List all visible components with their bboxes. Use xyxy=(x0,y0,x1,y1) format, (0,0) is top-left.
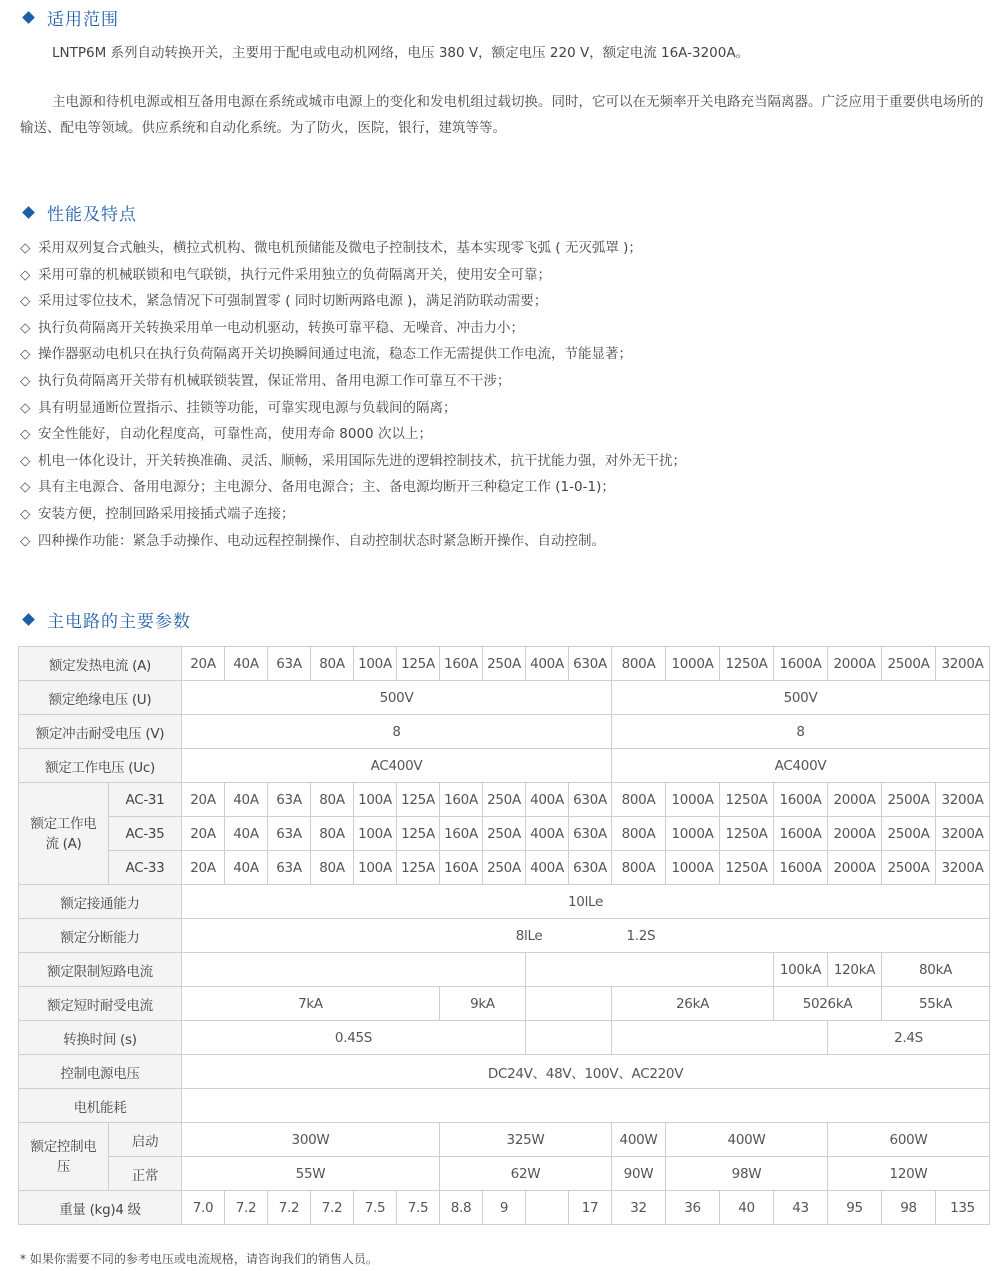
table-cell: 1600A xyxy=(774,817,828,851)
scope-paragraph-1: LNTP6M 系列自动转换开关，主要用于配电或电动机网络，电压 380 V，额定电压 220 V，额定电流 16A-3200A。 xyxy=(52,45,750,61)
table-cell: 100A xyxy=(354,783,397,817)
table-cell: 500V xyxy=(612,681,990,715)
list-item xyxy=(20,368,990,395)
table-cell: 1600A xyxy=(774,647,828,681)
table-cell: 2000A xyxy=(828,647,882,681)
list-item xyxy=(20,421,990,448)
table-row xyxy=(19,647,990,681)
diamond-bullet-icon xyxy=(22,613,35,626)
list-item xyxy=(20,528,990,555)
table-cell: 325W xyxy=(440,1123,612,1157)
sub-label: 正常 xyxy=(109,1157,182,1191)
row-label: 额定绝缘电压 (U) xyxy=(19,681,182,715)
table-cell: 40A xyxy=(225,647,268,681)
table-cell: 7.0 xyxy=(182,1191,225,1225)
list-item xyxy=(20,341,990,368)
table-cell: 55kA xyxy=(882,987,990,1021)
table-row xyxy=(19,1123,990,1157)
row-label: 电机能耗 xyxy=(19,1089,182,1123)
row-label: 转换时间 (s) xyxy=(19,1021,182,1055)
table-cell: 630A xyxy=(569,817,612,851)
table-cell: 400A xyxy=(526,783,569,817)
feature-text: 执行负荷隔离开关带有机械联锁装置，保证常用、备用电源工作可靠互不干涉； xyxy=(38,372,511,389)
table-cell: 40A xyxy=(225,817,268,851)
table-cell: 630A xyxy=(569,783,612,817)
hollow-diamond-icon: ◇ xyxy=(20,240,31,256)
table-cell: 3200A xyxy=(936,647,990,681)
table-cell: 7.2 xyxy=(311,1191,354,1225)
table-cell: 600W xyxy=(828,1123,990,1157)
breaking-capacity-value: 8lLe xyxy=(515,927,543,944)
table-cell: 300W xyxy=(182,1123,440,1157)
table-row xyxy=(19,851,990,885)
hollow-diamond-icon: ◇ xyxy=(20,426,31,443)
row-label: 额定工作电压 (Uc) xyxy=(19,749,182,783)
table-cell: 135 xyxy=(936,1191,990,1225)
table-cell: 160A xyxy=(440,647,483,681)
hollow-diamond-icon: ◇ xyxy=(20,532,31,549)
table-cell: 7.5 xyxy=(354,1191,397,1225)
table-cell: DC24V、48V、100V、AC220V xyxy=(182,1055,990,1089)
diamond-bullet-icon xyxy=(22,11,35,24)
table-row xyxy=(19,817,990,851)
hollow-diamond-icon: ◇ xyxy=(20,452,31,469)
table-cell: 1600A xyxy=(774,783,828,817)
table-cell: 100A xyxy=(354,647,397,681)
table-cell: 40A xyxy=(225,783,268,817)
table-cell: 7.2 xyxy=(268,1191,311,1225)
table-cell: 800A xyxy=(612,647,666,681)
parameters-table xyxy=(18,646,990,1225)
row-label: 额定接通能力 xyxy=(19,885,182,919)
table-cell: 100kA xyxy=(774,953,828,987)
table-cell: 2000A xyxy=(828,851,882,885)
table-row xyxy=(19,1055,990,1089)
table-cell: 400W xyxy=(666,1123,828,1157)
list-item xyxy=(20,235,990,262)
table-cell: 3200A xyxy=(936,817,990,851)
table-cell: 63A xyxy=(268,817,311,851)
list-item xyxy=(20,395,990,422)
feature-text: 采用双列复合式触头，横拉式机构、微电机预储能及微电子控制技术，基本实现零飞弧 ( 无灭弧罩 )； xyxy=(38,240,642,256)
section-title-text: 性能及特点 xyxy=(47,205,137,225)
table-cell: 43 xyxy=(774,1191,828,1225)
table-cell: 26kA xyxy=(612,987,774,1021)
table-cell: 1250A xyxy=(720,647,774,681)
section-title-features xyxy=(22,200,137,225)
table-cell xyxy=(526,987,612,1021)
section-title-text: 适用范围 xyxy=(47,10,119,30)
table-cell: 10lLe xyxy=(182,885,990,919)
table-cell: 2500A xyxy=(882,783,936,817)
table-cell: 630A xyxy=(569,851,612,885)
hollow-diamond-icon: ◇ xyxy=(20,399,31,416)
row-label: 额定限制短路电流 xyxy=(19,953,182,987)
table-cell: 90W xyxy=(612,1157,666,1191)
table-cell: 1250A xyxy=(720,783,774,817)
section-title-params xyxy=(22,607,191,632)
row-label: 额定发热电流 (A) xyxy=(19,647,182,681)
table-row xyxy=(19,885,990,919)
table-cell: 100A xyxy=(354,851,397,885)
table-cell: 2000A xyxy=(828,783,882,817)
table-cell xyxy=(526,1021,612,1055)
table-row xyxy=(19,987,990,1021)
table-cell: 125A xyxy=(397,851,440,885)
feature-text: 具有明显通断位置指示、挂锁等功能，可靠实现电源与负载间的隔离； xyxy=(38,399,457,416)
list-item xyxy=(20,288,990,315)
hollow-diamond-icon: ◇ xyxy=(20,505,31,522)
table-cell: 1600A xyxy=(774,851,828,885)
table-cell: 2500A xyxy=(882,851,936,885)
table-cell: 8 xyxy=(612,715,990,749)
breaking-capacity-time: 1.2S xyxy=(626,927,656,944)
table-cell: 1000A xyxy=(666,851,720,885)
table-cell: 160A xyxy=(440,783,483,817)
sub-label: AC-33 xyxy=(109,851,182,885)
list-item xyxy=(20,474,990,501)
table-cell xyxy=(526,1191,569,1225)
table-cell: 250A xyxy=(483,851,526,885)
table-cell: 400A xyxy=(526,647,569,681)
features-list xyxy=(20,235,990,554)
table-cell: 8 xyxy=(182,715,612,749)
table-cell: 20A xyxy=(182,647,225,681)
sub-label: AC-31 xyxy=(109,783,182,817)
table-cell: 17 xyxy=(569,1191,612,1225)
table-cell: 20A xyxy=(182,851,225,885)
table-row xyxy=(19,953,990,987)
hollow-diamond-icon: ◇ xyxy=(20,346,31,363)
table-cell: 80A xyxy=(311,647,354,681)
table-cell: 7.5 xyxy=(397,1191,440,1225)
table-cell: 63A xyxy=(268,783,311,817)
table-row xyxy=(19,715,990,749)
feature-text: 安装方便，控制回路采用接插式端子连接； xyxy=(38,505,295,522)
table-cell: 2.4S xyxy=(828,1021,990,1055)
table-cell: 400A xyxy=(526,851,569,885)
table-cell: 95 xyxy=(828,1191,882,1225)
table-cell: 120W xyxy=(828,1157,990,1191)
list-item xyxy=(20,448,990,475)
table-cell: 125A xyxy=(397,817,440,851)
row-label: 额定冲击耐受电压 (V) xyxy=(19,715,182,749)
table-cell: 1250A xyxy=(720,817,774,851)
row-label: 控制电源电压 xyxy=(19,1055,182,1089)
table-cell xyxy=(182,1089,990,1123)
table-cell: 7.2 xyxy=(225,1191,268,1225)
table-cell: 0.45S xyxy=(182,1021,526,1055)
table-cell: 400A xyxy=(526,817,569,851)
table-row xyxy=(19,749,990,783)
table-row xyxy=(19,1089,990,1123)
table-cell: 20A xyxy=(182,783,225,817)
sub-label: AC-35 xyxy=(109,817,182,851)
feature-text: 四种操作功能：紧急手动操作、电动远程控制操作、自动控制状态时紧急断开操作、自动控制。 xyxy=(38,532,605,549)
table-cell: 250A xyxy=(483,647,526,681)
table-cell: 160A xyxy=(440,817,483,851)
table-cell: 98 xyxy=(882,1191,936,1225)
footnote: * 如果你需要不同的参考电压或电流规格，请咨询我们的销售人员。 xyxy=(20,1252,378,1266)
table-cell xyxy=(182,953,526,987)
diamond-bullet-icon xyxy=(22,206,35,219)
feature-text: 安全性能好，自动化程度高，可靠性高，使用寿命 8000 次以上； xyxy=(38,426,432,443)
table-row xyxy=(19,1157,990,1191)
table-cell: 500V xyxy=(182,681,612,715)
table-row xyxy=(19,681,990,715)
table-cell: 62W xyxy=(440,1157,612,1191)
list-item xyxy=(20,262,990,289)
table-cell: 40A xyxy=(225,851,268,885)
table-cell: 55W xyxy=(182,1157,440,1191)
hollow-diamond-icon: ◇ xyxy=(20,372,31,389)
row-label: 重量 (kg)4 级 xyxy=(19,1191,182,1225)
row-label: 额定分断能力 xyxy=(19,919,182,953)
table-cell: 2500A xyxy=(882,647,936,681)
table-cell: 800A xyxy=(612,851,666,885)
scope-paragraph-2: 主电源和待机电源或相互备用电源在系统或城市电源上的变化和发电机组过载切换。同时，它可以在无频率开关电路充当隔离器。广泛应用于重要供电场所的输送、配电等领域。供应系统和自动化系统。为了防火，医院，银行，建筑等等。 xyxy=(20,94,984,136)
table-cell: 63A xyxy=(268,851,311,885)
feature-text: 采用可靠的机械联锁和电气联锁，执行元件采用独立的负荷隔离开关，使用安全可靠； xyxy=(38,266,551,283)
table-cell: 40 xyxy=(720,1191,774,1225)
table-cell: 80A xyxy=(311,783,354,817)
table-row xyxy=(19,919,990,953)
table-cell: 32 xyxy=(612,1191,666,1225)
table-cell: 800A xyxy=(612,817,666,851)
table-cell: 250A xyxy=(483,817,526,851)
table-cell: 3200A xyxy=(936,851,990,885)
table-cell: 1000A xyxy=(666,817,720,851)
hollow-diamond-icon: ◇ xyxy=(20,479,31,496)
table-row xyxy=(19,1191,990,1225)
table-row xyxy=(19,783,990,817)
table-cell: AC400V xyxy=(612,749,990,783)
table-cell: 630A xyxy=(569,647,612,681)
table-cell: 3200A xyxy=(936,783,990,817)
table-cell: 36 xyxy=(666,1191,720,1225)
table-cell: AC400V xyxy=(182,749,612,783)
table-cell xyxy=(526,953,774,987)
table-cell: 2500A xyxy=(882,817,936,851)
table-cell: 1000A xyxy=(666,783,720,817)
hollow-diamond-icon: ◇ xyxy=(20,293,31,310)
hollow-diamond-icon: ◇ xyxy=(20,266,31,283)
table-cell: 8.8 xyxy=(440,1191,483,1225)
table-cell: 400W xyxy=(612,1123,666,1157)
table-cell: 98W xyxy=(666,1157,828,1191)
table-cell xyxy=(612,1021,828,1055)
table-cell: 80A xyxy=(311,817,354,851)
feature-text: 具有主电源合、备用电源分；主电源分、备用电源合；主、备电源均断开三种稳定工作 (1-0-1)； xyxy=(38,479,615,496)
list-item xyxy=(20,315,990,342)
table-cell: 120kA xyxy=(828,953,882,987)
row-label: 额定短时耐受电流 xyxy=(19,987,182,1021)
table-cell: 5026kA xyxy=(774,987,882,1021)
feature-text: 执行负荷隔离开关转换采用单一电动机驱动，转换可靠平稳、无噪音、冲击力小； xyxy=(38,319,524,336)
table-cell: 80A xyxy=(311,851,354,885)
sub-label: 启动 xyxy=(109,1123,182,1157)
table-cell: 125A xyxy=(397,647,440,681)
section-title-text: 主电路的主要参数 xyxy=(47,612,191,632)
table-row xyxy=(19,1021,990,1055)
table-cell: 63A xyxy=(268,647,311,681)
row-label: 额定工作电流 (A) xyxy=(19,783,109,885)
list-item xyxy=(20,501,990,528)
table-cell: 1000A xyxy=(666,647,720,681)
feature-text: 操作器驱动电机只在执行负荷隔离开关切换瞬间通过电流，稳态工作无需提供工作电流，节能显著； xyxy=(38,346,632,363)
table-cell: 100A xyxy=(354,817,397,851)
table-cell: 9 xyxy=(483,1191,526,1225)
table-cell: 80kA xyxy=(882,953,990,987)
row-label: 额定控制电压 xyxy=(19,1123,109,1191)
feature-text: 机电一体化设计，开关转换准确、灵活、顺畅，采用国际先进的逻辑控制技术，抗干扰能力强，对外无干扰； xyxy=(38,452,686,469)
section-title-scope xyxy=(22,5,119,30)
table-cell: 9kA xyxy=(440,987,526,1021)
table-cell: 160A xyxy=(440,851,483,885)
table-cell: 250A xyxy=(483,783,526,817)
table-cell xyxy=(182,919,990,953)
hollow-diamond-icon: ◇ xyxy=(20,319,31,336)
table-cell: 7kA xyxy=(182,987,440,1021)
table-cell: 2000A xyxy=(828,817,882,851)
table-cell: 125A xyxy=(397,783,440,817)
table-cell: 20A xyxy=(182,817,225,851)
feature-text: 采用过零位技术，紧急情况下可强制置零 ( 同时切断两路电源 )，满足消防联动需要； xyxy=(38,293,548,310)
table-cell: 1250A xyxy=(720,851,774,885)
table-cell: 800A xyxy=(612,783,666,817)
